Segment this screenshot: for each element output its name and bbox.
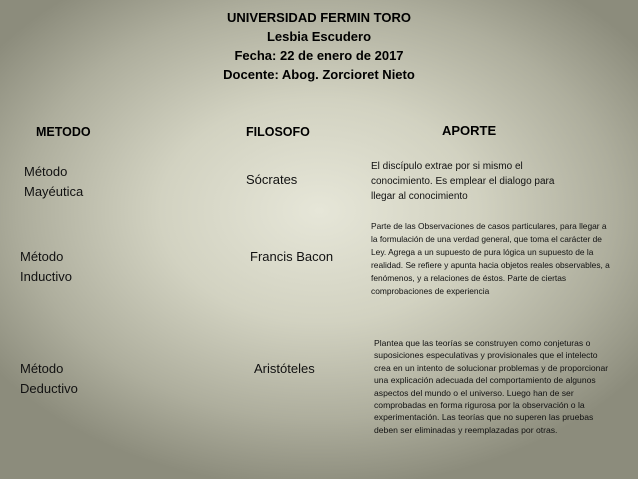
row-2-metodo-line1: Método: [20, 249, 64, 264]
row-1-metodo: [24, 162, 83, 202]
date-line: Fecha: 22 de enero de 2017: [234, 48, 404, 63]
row-1-metodo-line2: Mayéutica: [24, 184, 84, 199]
column-header-filosofo: FILOSOFO: [246, 125, 310, 139]
row-3-metodo: [20, 359, 78, 399]
row-2-metodo-line2: Inductivo: [20, 269, 73, 284]
row-3-metodo-line1: Método: [20, 361, 64, 376]
row-1-aporte: El discípulo extrae por si mismo el conocimiento. Es emplear el dialogo para llegar al conocimiento: [371, 161, 555, 202]
header-block: [0, 8, 638, 84]
row-2-metodo: [20, 247, 72, 287]
column-header-metodo: METODO: [36, 125, 91, 139]
student-name: Lesbia Escudero: [266, 29, 372, 44]
row-2-aporte: Parte de las Observaciones de casos particulares, para llegar a la formulación de una verdad general, que toma el carácter de Ley. Agrega a un supuesto de pura lógica un supuesto de la realidad. Se refiere y apunta hacia objetos reales observables, a fenómenos, y a relaciones de éstos. Parte de ciertas comprobaciones de experiencia: [371, 221, 610, 296]
row-3-filosofo: Aristóteles: [254, 361, 315, 376]
university-name: UNIVERSIDAD FERMIN TORO: [227, 10, 411, 25]
row-3-aporte: Plantea que las teorías se construyen como conjeturas o suposiciones especulativas y provisionales que el intelecto crea en un intento de solucionar problemas y de proporcionar una explicación adecuada del comportamiento de algunos aspectos del mundo o el universo. Luego han de ser comprobadas en forma rigurosa por la observación o la experimentación. Las teorías que no superen las pruebas deben ser eliminadas y reemplazadas por otras.: [374, 338, 609, 435]
row-3-metodo-line2: Deductivo: [20, 381, 78, 396]
column-header-aporte: APORTE: [442, 123, 497, 138]
row-1-filosofo: Sócrates: [246, 172, 298, 187]
teacher-line: Docente: Abog. Zorcioret Nieto: [223, 67, 415, 82]
row-2-filosofo: Francis Bacon: [250, 249, 334, 264]
row-1-metodo-line1: Método: [24, 164, 68, 179]
